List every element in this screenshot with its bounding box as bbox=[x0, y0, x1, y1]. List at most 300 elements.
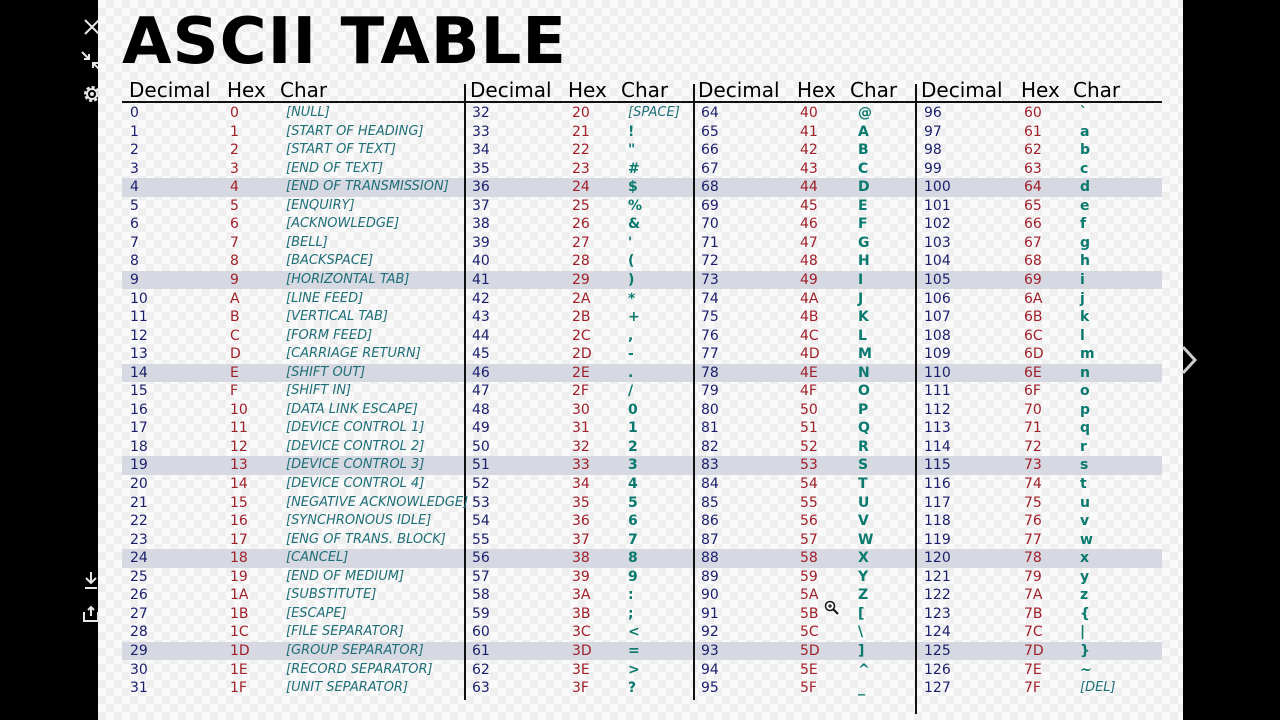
char-cell: Z bbox=[858, 587, 869, 604]
decimal-cell: 127 bbox=[924, 680, 951, 697]
hex-cell: 40 bbox=[800, 105, 818, 121]
decimal-cell: 111 bbox=[924, 383, 951, 400]
hex-cell: 4F bbox=[800, 383, 817, 400]
hex-cell: 4E bbox=[800, 364, 818, 381]
decimal-cell: 89 bbox=[701, 568, 719, 585]
control-name-cell: [START OF HEADING] bbox=[286, 123, 424, 139]
decimal-cell: 64 bbox=[701, 105, 719, 121]
decimal-cell: 125 bbox=[924, 642, 951, 659]
hex-cell: 3A bbox=[572, 587, 591, 604]
column-header-char: Char bbox=[621, 78, 669, 102]
decimal-cell: 69 bbox=[701, 197, 719, 214]
decimal-cell: 46 bbox=[472, 364, 490, 381]
char-cell: . bbox=[628, 364, 634, 381]
decimal-cell: 54 bbox=[472, 513, 490, 530]
column-header-char: Char bbox=[1073, 78, 1121, 102]
column-header-decimal: Decimal bbox=[129, 78, 211, 102]
decimal-cell: 80 bbox=[701, 401, 719, 418]
char-cell: n bbox=[1080, 364, 1090, 381]
decimal-cell: 39 bbox=[472, 234, 490, 251]
decimal-cell: 21 bbox=[130, 494, 148, 511]
decimal-cell: 82 bbox=[701, 438, 719, 455]
hex-cell: 28 bbox=[572, 253, 590, 270]
row-highlight bbox=[122, 364, 1162, 383]
hex-cell: 54 bbox=[800, 476, 818, 492]
hex-cell: C bbox=[230, 327, 240, 344]
hex-cell: 15 bbox=[230, 494, 248, 511]
char-cell: P bbox=[858, 401, 869, 418]
hex-cell: 66 bbox=[1024, 216, 1042, 233]
char-cell: @ bbox=[858, 105, 872, 121]
decimal-cell: 105 bbox=[924, 271, 951, 288]
decimal-cell: 86 bbox=[701, 513, 719, 530]
char-cell: U bbox=[858, 494, 870, 511]
hex-cell: 61 bbox=[1024, 123, 1042, 140]
hex-cell: 76 bbox=[1024, 513, 1042, 530]
char-cell: _ bbox=[858, 680, 865, 697]
control-name-cell: [FILE SEPARATOR] bbox=[286, 624, 404, 640]
hex-cell: 42 bbox=[800, 142, 818, 159]
char-cell: : bbox=[628, 587, 634, 604]
decimal-cell: 104 bbox=[924, 253, 951, 270]
row-highlight bbox=[122, 178, 1162, 197]
decimal-cell: 107 bbox=[924, 309, 951, 326]
char-cell: 4 bbox=[628, 476, 638, 492]
char-cell: p bbox=[1080, 401, 1091, 418]
hex-cell: B bbox=[230, 309, 240, 326]
hex-cell: 75 bbox=[1024, 494, 1042, 511]
control-name-cell: [LINE FEED] bbox=[286, 290, 364, 306]
char-cell: $ bbox=[628, 179, 638, 196]
decimal-cell: 20 bbox=[130, 476, 148, 492]
hex-cell: 36 bbox=[572, 513, 590, 530]
decimal-cell: 95 bbox=[701, 680, 719, 697]
char-cell: L bbox=[858, 327, 867, 344]
char-cell: k bbox=[1080, 309, 1090, 326]
share-icon[interactable] bbox=[81, 604, 101, 624]
decimal-cell: 10 bbox=[130, 290, 148, 307]
char-cell: | bbox=[1080, 624, 1086, 641]
control-name-cell: [SHIFT OUT] bbox=[286, 364, 366, 380]
hex-cell: 34 bbox=[572, 476, 590, 492]
decimal-cell: 11 bbox=[130, 309, 148, 326]
char-cell: w bbox=[1080, 531, 1093, 548]
char-cell: & bbox=[628, 216, 641, 233]
hex-cell: 6A bbox=[1024, 290, 1043, 307]
hex-cell: 2F bbox=[572, 383, 589, 400]
decimal-cell: 40 bbox=[472, 253, 490, 270]
chevron-right-icon[interactable] bbox=[1178, 344, 1200, 376]
char-cell: - bbox=[628, 346, 634, 363]
hex-cell: 5B bbox=[800, 605, 819, 622]
column-header-decimal: Decimal bbox=[698, 78, 780, 102]
char-cell: i bbox=[1080, 271, 1085, 288]
control-name-cell: [DEVICE CONTROL 2] bbox=[286, 438, 425, 454]
decimal-cell: 42 bbox=[472, 290, 490, 307]
hex-cell: F bbox=[230, 383, 239, 400]
char-cell: E bbox=[858, 197, 868, 214]
hex-cell: 5E bbox=[800, 661, 818, 678]
hex-cell: D bbox=[230, 346, 241, 363]
decimal-cell: 27 bbox=[130, 605, 148, 622]
char-cell: d bbox=[1080, 179, 1091, 196]
char-cell: g bbox=[1080, 234, 1091, 251]
hex-cell: 30 bbox=[572, 401, 590, 418]
char-cell: 8 bbox=[628, 550, 638, 567]
hex-cell: 16 bbox=[230, 513, 248, 530]
decimal-cell: 45 bbox=[472, 346, 490, 363]
char-cell: s bbox=[1080, 457, 1089, 474]
char-cell: q bbox=[1080, 420, 1091, 437]
hex-cell: 24 bbox=[572, 179, 590, 196]
decimal-cell: 8 bbox=[130, 253, 139, 270]
char-cell: [ bbox=[858, 605, 865, 622]
hex-cell: 69 bbox=[1024, 271, 1042, 288]
char-cell: 5 bbox=[628, 494, 638, 511]
char-cell: T bbox=[858, 476, 868, 492]
hex-cell: E bbox=[230, 364, 239, 381]
decimal-cell: 87 bbox=[701, 531, 719, 548]
hex-cell: 2A bbox=[572, 290, 591, 307]
char-cell: M bbox=[858, 346, 872, 363]
hex-cell: 4C bbox=[800, 327, 819, 344]
hex-cell: 1 bbox=[230, 123, 239, 140]
hex-cell: 2E bbox=[572, 364, 590, 381]
char-cell: ; bbox=[628, 605, 634, 622]
hex-cell: 68 bbox=[1024, 253, 1042, 270]
char-cell: ) bbox=[628, 271, 635, 288]
char-cell: / bbox=[628, 383, 634, 400]
hex-cell: 12 bbox=[230, 438, 248, 455]
decimal-cell: 93 bbox=[701, 642, 719, 659]
hex-cell: 6F bbox=[1024, 383, 1041, 400]
char-cell: % bbox=[628, 197, 643, 214]
column-divider bbox=[915, 84, 917, 714]
decimal-cell: 35 bbox=[472, 160, 490, 177]
control-name-cell: [FORM FEED] bbox=[286, 327, 373, 343]
char-cell: < bbox=[628, 624, 640, 641]
decimal-cell: 23 bbox=[130, 531, 148, 548]
decimal-cell: 90 bbox=[701, 587, 719, 604]
decimal-cell: 2 bbox=[130, 142, 139, 159]
char-cell: x bbox=[1080, 550, 1090, 567]
zoom-in-icon bbox=[824, 600, 840, 616]
hex-cell: 8 bbox=[230, 253, 239, 270]
decimal-cell: 59 bbox=[472, 605, 490, 622]
char-cell: } bbox=[1080, 642, 1090, 659]
control-name-cell: [SYNCHRONOUS IDLE] bbox=[286, 513, 432, 529]
decimal-cell: 98 bbox=[924, 142, 942, 159]
column-header-hex: Hex bbox=[227, 78, 266, 102]
decimal-cell: 25 bbox=[130, 568, 148, 585]
hex-cell: 65 bbox=[1024, 197, 1042, 214]
char-cell: I bbox=[858, 271, 864, 288]
decimal-cell: 53 bbox=[472, 494, 490, 511]
char-cell: ^ bbox=[858, 661, 870, 678]
char-cell: B bbox=[858, 142, 869, 159]
decimal-cell: 99 bbox=[924, 160, 942, 177]
char-cell: ] bbox=[858, 642, 865, 659]
decimal-cell: 126 bbox=[924, 661, 951, 678]
hex-cell: 71 bbox=[1024, 420, 1042, 437]
hex-cell: 67 bbox=[1024, 234, 1042, 251]
decimal-cell: 14 bbox=[130, 364, 148, 381]
column-header-hex: Hex bbox=[797, 78, 836, 102]
control-name-cell: [ENG OF TRANS. BLOCK] bbox=[286, 531, 446, 547]
decimal-cell: 106 bbox=[924, 290, 951, 307]
char-cell: F bbox=[858, 216, 868, 233]
hex-cell: 48 bbox=[800, 253, 818, 270]
control-name-cell: [NULL] bbox=[286, 105, 330, 120]
control-name-cell: [END OF TRANSMISSION] bbox=[286, 179, 449, 195]
decimal-cell: 116 bbox=[924, 476, 951, 492]
hex-cell: 35 bbox=[572, 494, 590, 511]
hex-cell: 17 bbox=[230, 531, 248, 548]
control-name-cell: [DEL] bbox=[1080, 680, 1116, 696]
hex-cell: 5D bbox=[800, 642, 820, 659]
hex-cell: 33 bbox=[572, 457, 590, 474]
decimal-cell: 43 bbox=[472, 309, 490, 326]
control-name-cell: [VERTICAL TAB] bbox=[286, 309, 388, 325]
decimal-cell: 68 bbox=[701, 179, 719, 196]
control-name-cell: [HORIZONTAL TAB] bbox=[286, 271, 410, 287]
hex-cell: 3D bbox=[572, 642, 592, 659]
control-name-cell: [CANCEL] bbox=[286, 550, 349, 566]
decimal-cell: 117 bbox=[924, 494, 951, 511]
hex-cell: 49 bbox=[800, 271, 818, 288]
hex-cell: 60 bbox=[1024, 105, 1042, 121]
hex-cell: 7A bbox=[1024, 587, 1043, 604]
decimal-cell: 26 bbox=[130, 587, 148, 604]
hex-cell: A bbox=[230, 290, 240, 307]
char-cell: X bbox=[858, 550, 869, 567]
hex-cell: 29 bbox=[572, 271, 590, 288]
char-cell: , bbox=[628, 327, 634, 344]
char-cell: ~ bbox=[1080, 661, 1092, 678]
decimal-cell: 22 bbox=[130, 513, 148, 530]
hex-cell: 50 bbox=[800, 401, 818, 418]
column-divider bbox=[693, 84, 695, 700]
hex-cell: 6D bbox=[1024, 346, 1044, 363]
hex-cell: 27 bbox=[572, 234, 590, 251]
char-cell: r bbox=[1080, 438, 1087, 455]
decimal-cell: 12 bbox=[130, 327, 148, 344]
char-cell: 6 bbox=[628, 513, 638, 530]
hex-cell: 3B bbox=[572, 605, 591, 622]
char-cell: b bbox=[1080, 142, 1091, 159]
hex-cell: 56 bbox=[800, 513, 818, 530]
control-name-cell: [SPACE] bbox=[628, 105, 680, 120]
hex-cell: 47 bbox=[800, 234, 818, 251]
hex-cell: 43 bbox=[800, 160, 818, 177]
char-cell: D bbox=[858, 179, 870, 196]
hex-cell: 1B bbox=[230, 605, 249, 622]
control-name-cell: [UNIT SEPARATOR] bbox=[286, 680, 409, 696]
decimal-cell: 72 bbox=[701, 253, 719, 270]
decimal-cell: 100 bbox=[924, 179, 951, 196]
control-name-cell: [GROUP SEPARATOR] bbox=[286, 642, 424, 658]
decimal-cell: 44 bbox=[472, 327, 490, 344]
hex-cell: 62 bbox=[1024, 142, 1042, 159]
hex-cell: 1F bbox=[230, 680, 247, 697]
decimal-cell: 34 bbox=[472, 142, 490, 159]
hex-cell: 51 bbox=[800, 420, 818, 437]
hex-cell: 7F bbox=[1024, 680, 1041, 697]
control-name-cell: [DEVICE CONTROL 4] bbox=[286, 476, 425, 491]
hex-cell: 4A bbox=[800, 290, 819, 307]
hex-cell: 0 bbox=[230, 105, 239, 121]
hex-cell: 58 bbox=[800, 550, 818, 567]
row-highlight bbox=[122, 271, 1162, 290]
decimal-cell: 115 bbox=[924, 457, 951, 474]
hex-cell: 23 bbox=[572, 160, 590, 177]
column-header-hex: Hex bbox=[568, 78, 607, 102]
download-icon[interactable] bbox=[82, 570, 100, 590]
char-cell: A bbox=[858, 123, 869, 140]
hex-cell: 3F bbox=[572, 680, 589, 697]
hex-cell: 22 bbox=[572, 142, 590, 159]
char-cell: v bbox=[1080, 513, 1090, 530]
char-cell: { bbox=[1080, 605, 1090, 622]
control-name-cell: [SHIFT IN] bbox=[286, 383, 352, 399]
char-cell: Y bbox=[858, 568, 869, 585]
decimal-cell: 9 bbox=[130, 271, 139, 288]
decimal-cell: 66 bbox=[701, 142, 719, 159]
decimal-cell: 47 bbox=[472, 383, 490, 400]
decimal-cell: 3 bbox=[130, 160, 139, 177]
decimal-cell: 17 bbox=[130, 420, 148, 437]
hex-cell: 74 bbox=[1024, 476, 1042, 492]
hex-cell: 6B bbox=[1024, 309, 1043, 326]
decimal-cell: 102 bbox=[924, 216, 951, 233]
char-cell: z bbox=[1080, 587, 1089, 604]
close-icon[interactable] bbox=[82, 17, 102, 37]
hex-cell: 4B bbox=[800, 309, 819, 326]
char-cell: e bbox=[1080, 197, 1090, 214]
control-name-cell: [DATA LINK ESCAPE] bbox=[286, 401, 418, 417]
decimal-cell: 28 bbox=[130, 624, 148, 641]
page-title: ASCII TABLE bbox=[122, 5, 567, 79]
control-name-cell: [ENQUIRY] bbox=[286, 197, 355, 213]
hex-cell: 9 bbox=[230, 271, 239, 288]
char-cell: u bbox=[1080, 494, 1090, 511]
decimal-cell: 113 bbox=[924, 420, 951, 437]
hex-cell: 26 bbox=[572, 216, 590, 233]
char-cell: o bbox=[1080, 383, 1090, 400]
hex-cell: 6C bbox=[1024, 327, 1043, 344]
hex-cell: 25 bbox=[572, 197, 590, 214]
decimal-cell: 6 bbox=[130, 216, 139, 233]
hex-cell: 2D bbox=[572, 346, 592, 363]
decimal-cell: 88 bbox=[701, 550, 719, 567]
decimal-cell: 65 bbox=[701, 123, 719, 140]
column-divider bbox=[464, 84, 466, 700]
hex-cell: 2C bbox=[572, 327, 591, 344]
char-cell: ' bbox=[628, 234, 633, 251]
hex-cell: 3C bbox=[572, 624, 591, 641]
hex-cell: 45 bbox=[800, 197, 818, 214]
minimize-icon[interactable] bbox=[80, 50, 102, 72]
hex-cell: 59 bbox=[800, 568, 818, 585]
hex-cell: 32 bbox=[572, 438, 590, 455]
decimal-cell: 96 bbox=[924, 105, 942, 121]
decimal-cell: 50 bbox=[472, 438, 490, 455]
hex-cell: 7 bbox=[230, 234, 239, 251]
decimal-cell: 37 bbox=[472, 197, 490, 214]
decimal-cell: 81 bbox=[701, 420, 719, 437]
hex-cell: 5C bbox=[800, 624, 819, 641]
char-cell: N bbox=[858, 364, 870, 381]
decimal-cell: 109 bbox=[924, 346, 951, 363]
hex-cell: 53 bbox=[800, 457, 818, 474]
decimal-cell: 108 bbox=[924, 327, 951, 344]
decimal-cell: 32 bbox=[472, 105, 490, 121]
decimal-cell: 36 bbox=[472, 179, 490, 196]
decimal-cell: 38 bbox=[472, 216, 490, 233]
char-cell: c bbox=[1080, 160, 1089, 177]
char-cell: l bbox=[1080, 327, 1085, 344]
char-cell: = bbox=[628, 642, 640, 659]
char-cell: J bbox=[858, 290, 864, 307]
decimal-cell: 41 bbox=[472, 271, 490, 288]
decimal-cell: 1 bbox=[130, 123, 139, 140]
column-header-hex: Hex bbox=[1021, 78, 1060, 102]
decimal-cell: 70 bbox=[701, 216, 719, 233]
control-name-cell: [END OF MEDIUM] bbox=[286, 568, 405, 584]
hex-cell: 7C bbox=[1024, 624, 1043, 641]
hex-cell: 1D bbox=[230, 642, 250, 659]
hex-cell: 19 bbox=[230, 568, 248, 585]
hex-cell: 78 bbox=[1024, 550, 1042, 567]
char-cell: * bbox=[628, 290, 636, 307]
decimal-cell: 67 bbox=[701, 160, 719, 177]
decimal-cell: 48 bbox=[472, 401, 490, 418]
decimal-cell: 97 bbox=[924, 123, 942, 140]
control-name-cell: [START OF TEXT] bbox=[286, 142, 396, 158]
decimal-cell: 5 bbox=[130, 197, 139, 214]
char-cell: R bbox=[858, 438, 869, 455]
image-viewer bbox=[98, 0, 1183, 720]
char-cell: 2 bbox=[628, 438, 638, 455]
control-name-cell: [DEVICE CONTROL 3] bbox=[286, 457, 425, 473]
decimal-cell: 101 bbox=[924, 197, 951, 214]
decimal-cell: 83 bbox=[701, 457, 719, 474]
decimal-cell: 62 bbox=[472, 661, 490, 678]
hex-cell: 18 bbox=[230, 550, 248, 567]
hex-cell: 44 bbox=[800, 179, 818, 196]
control-name-cell: [BACKSPACE] bbox=[286, 253, 374, 269]
hex-cell: 14 bbox=[230, 476, 248, 492]
hex-cell: 57 bbox=[800, 531, 818, 548]
hex-cell: 5 bbox=[230, 197, 239, 214]
hex-cell: 1C bbox=[230, 624, 249, 641]
hex-cell: 1E bbox=[230, 661, 248, 678]
hex-cell: 10 bbox=[230, 401, 248, 418]
decimal-cell: 51 bbox=[472, 457, 490, 474]
decimal-cell: 0 bbox=[130, 105, 139, 121]
decimal-cell: 52 bbox=[472, 476, 490, 492]
gear-icon[interactable] bbox=[81, 83, 103, 105]
char-cell: C bbox=[858, 160, 869, 177]
hex-cell: 77 bbox=[1024, 531, 1042, 548]
control-name-cell: [SUBSTITUTE] bbox=[286, 587, 377, 603]
hex-cell: 41 bbox=[800, 123, 818, 140]
decimal-cell: 19 bbox=[130, 457, 148, 474]
char-cell: h bbox=[1080, 253, 1090, 270]
char-cell: ` bbox=[1080, 105, 1087, 121]
char-cell: ( bbox=[628, 253, 635, 270]
control-name-cell: [END OF TEXT] bbox=[286, 160, 384, 176]
